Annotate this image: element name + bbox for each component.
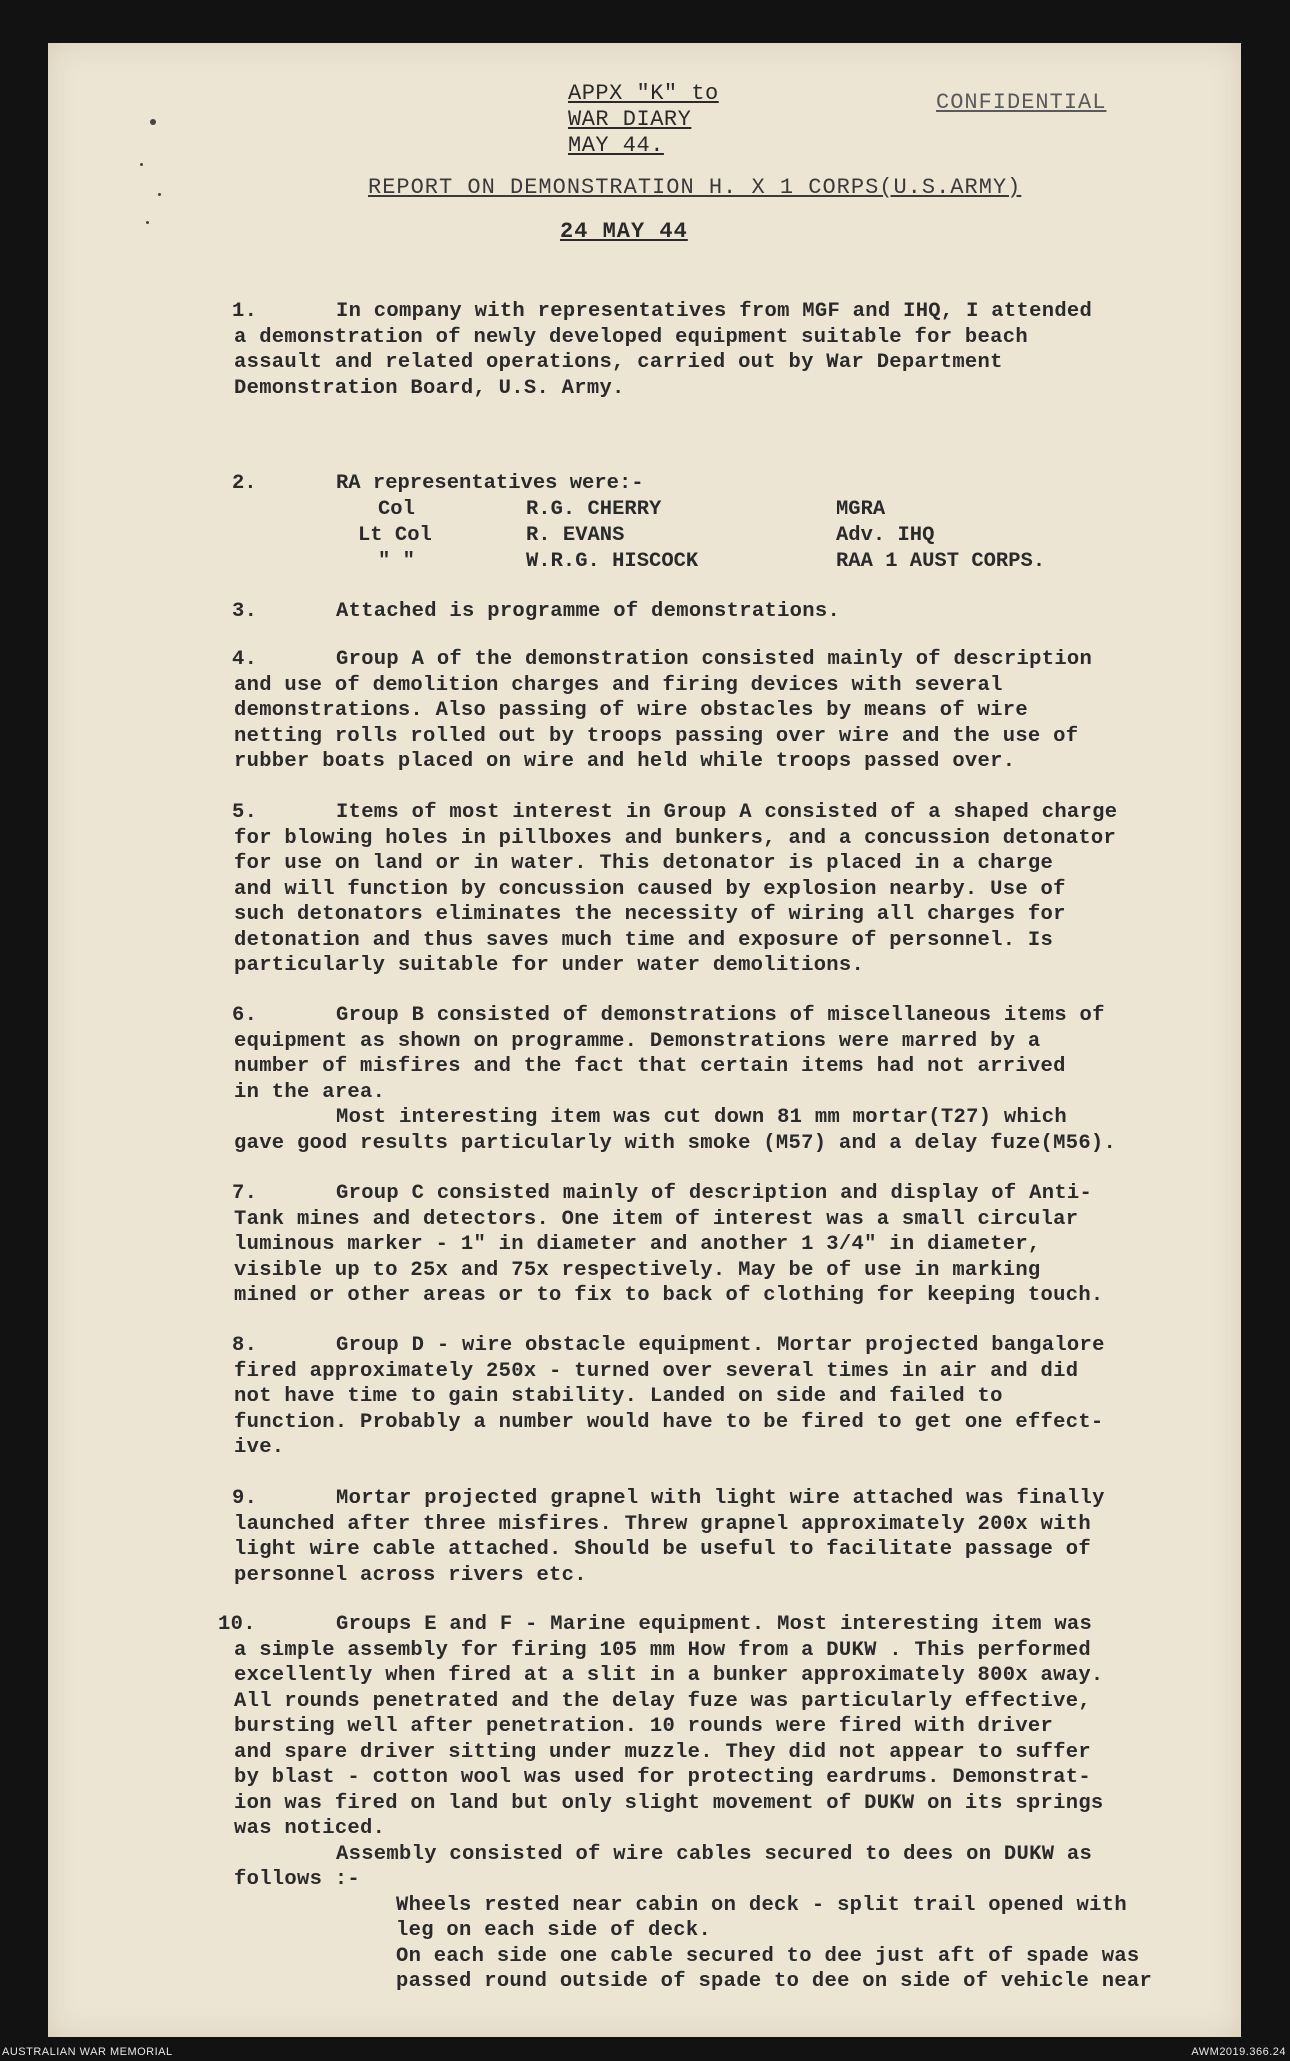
text-line: and will function by concussion caused by explosion nearby. Use of — [234, 877, 1066, 901]
text-line: Most interesting item was cut down 81 mm mortar(T27) which — [336, 1106, 1067, 1129]
paragraph-number: 7. — [232, 1182, 258, 1205]
paragraph-4 — [234, 647, 1234, 775]
name: R. EVANS — [526, 524, 625, 547]
paragraph-number: 1. — [232, 300, 258, 323]
text-line: particularly suitable for under water demolitions. — [234, 954, 865, 977]
text-line: excellently when fired at a slit in a bunker approximately 800x away. — [234, 1664, 1104, 1687]
paragraph-number: 5. — [232, 801, 258, 824]
text-line: fired approximately 250x - turned over several times in air and did — [234, 1359, 1079, 1383]
representatives-heading: RA representatives were:- — [336, 472, 644, 495]
text-line: a simple assembly for firing 105 mm How from a DUKW . This performed — [234, 1638, 1091, 1662]
text-line: such detonators eliminates the necessity of wiring all charges for — [234, 903, 1066, 926]
text-line: for use on land or in water. This detonator is placed in a charge — [234, 852, 1054, 875]
text-line: Group C consisted mainly of description and display of Anti- — [336, 1182, 1093, 1205]
paragraph-5 — [234, 800, 1234, 979]
text-line: Items of most interest in Group A consisted of a shaped charge — [336, 801, 1118, 824]
text-line: and spare driver sitting under muzzle. They did not appear to suffer — [234, 1740, 1091, 1764]
text-line: for blowing holes in pillboxes and bunkers, and a concussion detonator — [234, 826, 1117, 850]
report-title: REPORT ON DEMONSTRATION H. X 1 CORPS(U.S.ARMY) — [368, 175, 1022, 200]
classification-stamp: CONFIDENTIAL — [936, 90, 1107, 115]
ink-mark — [158, 193, 161, 196]
rank: Lt Col — [358, 524, 432, 547]
text-line: All rounds penetrated and the delay fuze was particularly effective, — [234, 1689, 1091, 1713]
ink-mark — [140, 163, 143, 166]
text-line: Groups E and F - Marine equipment. Most interesting item was — [336, 1613, 1093, 1636]
text-line: On each side one cable secured to dee just aft of spade was — [396, 1944, 1140, 1968]
paragraph-9 — [234, 1486, 1234, 1588]
ink-mark — [150, 119, 156, 125]
paragraph-number: 10. — [218, 1613, 256, 1636]
paragraph-number: 8. — [232, 1334, 258, 1357]
text-line: netting rolls rolled out by troops passing over wire and the use of — [234, 724, 1079, 748]
archive-reference: AWM2019.366.24 — [1191, 2046, 1286, 2058]
text-line: launched after three misfires. Threw grapnel approximately 200x with — [234, 1512, 1091, 1536]
archive-credit: AUSTRALIAN WAR MEMORIAL — [2, 2046, 173, 2058]
text-line: in the area. — [234, 1080, 386, 1104]
paragraph-6 — [234, 1003, 1234, 1156]
text-line: Demonstration Board, U.S. Army. — [234, 376, 625, 400]
paragraph-number: 9. — [232, 1487, 258, 1510]
text-line: mined or other areas or to fix to back of clothing for keeping touch. — [234, 1284, 1104, 1307]
appendix-reference — [568, 81, 719, 159]
post: RAA 1 AUST CORPS. — [836, 550, 1046, 573]
text-line: personnel across rivers etc. — [234, 1563, 587, 1587]
text-line: and use of demolition charges and firing devices with several — [234, 673, 1003, 697]
text-line: passed round outside of spade to dee on side of vehicle near — [396, 1970, 1153, 1993]
text-line: light wire cable attached. Should be useful to facilitate passage of — [234, 1538, 1091, 1561]
text-line: equipment as shown on programme. Demonstrations were marred by a — [234, 1029, 1041, 1053]
ink-mark — [146, 221, 149, 224]
text-line: bursting well after penetration. 10 rounds were fired with driver — [234, 1715, 1054, 1738]
document-page — [48, 43, 1241, 2037]
text-line: not have time to gain stability. Landed on side and failed to — [234, 1385, 1003, 1408]
text-line: ive. — [234, 1436, 285, 1459]
paragraph-8 — [234, 1333, 1234, 1461]
text-line: demonstrations. Also passing of wire obstacles by means of wire — [234, 699, 1028, 722]
text-line: gave good results particularly with smoke (M57) and a delay fuze(M56). — [234, 1131, 1117, 1155]
text-line: function. Probably a number would have to be fired to get one effect- — [234, 1410, 1104, 1434]
text-line: rubber boats placed on wire and held while troops passed over. — [234, 750, 1016, 773]
paragraph-7 — [234, 1181, 1234, 1309]
paragraph-10 — [218, 1612, 1234, 1995]
text-line: number of misfires and the fact that certain items had not arrived — [234, 1055, 1066, 1078]
paragraph-number: 3. — [232, 600, 258, 623]
rank: " " — [378, 550, 415, 573]
name: W.R.G. HISCOCK — [526, 550, 699, 573]
text-line: follows :- — [234, 1868, 361, 1891]
appendix-line: MAY 44. — [568, 133, 664, 158]
post: Adv. IHQ — [836, 524, 935, 547]
text-line: Assembly consisted of wire cables secured to dees on DUKW as — [336, 1842, 1093, 1866]
text-line: In company with representatives from MGF and IHQ, I attended — [336, 300, 1093, 323]
paragraph-3 — [234, 599, 1234, 625]
text-line: ion was fired on land but only slight movement of DUKW on its springs — [234, 1791, 1104, 1815]
text-line: detonation and thus saves much time and exposure of personnel. Is — [234, 928, 1054, 952]
text-line: Group A of the demonstration consisted mainly of description — [336, 648, 1093, 671]
text-line: Attached is programme of demonstrations. — [336, 600, 841, 623]
appendix-line: APPX "K" to — [568, 81, 719, 106]
text-line: Group B consisted of demonstrations of miscellaneous items of — [336, 1004, 1105, 1027]
appendix-line: WAR DIARY — [568, 107, 692, 132]
rank: Col — [378, 498, 415, 521]
paragraph-number: 6. — [232, 1004, 258, 1027]
text-line: a demonstration of newly developed equipment suitable for beach — [234, 325, 1028, 349]
report-date: 24 MAY 44 — [560, 219, 688, 244]
text-line: assault and related operations, carried out by War Department — [234, 351, 1003, 374]
text-line: was noticed. — [234, 1817, 386, 1840]
text-line: by blast - cotton wool was used for protecting eardrums. Demonstrat- — [234, 1766, 1091, 1789]
text-line: Tank mines and detectors. One item of interest was a small circular — [234, 1207, 1079, 1231]
name: R.G. CHERRY — [526, 498, 662, 521]
text-line: Mortar projected grapnel with light wire attached was finally — [336, 1487, 1105, 1510]
paragraph-number: 2. — [232, 472, 257, 495]
post: MGRA — [836, 498, 886, 521]
text-line: leg on each side of deck. — [396, 1919, 712, 1942]
text-line: luminous marker - 1" in diameter and another 1 3/4" in diameter, — [234, 1233, 1041, 1256]
paragraph-1 — [234, 299, 1234, 401]
text-line: Wheels rested near cabin on deck - split trail opened with — [396, 1893, 1127, 1917]
text-line: visible up to 25x and 75x respectively. May be of use in marking — [234, 1258, 1041, 1282]
text-line: Group D - wire obstacle equipment. Mortar projected bangalore — [336, 1334, 1105, 1357]
paragraph-number: 4. — [232, 648, 258, 671]
